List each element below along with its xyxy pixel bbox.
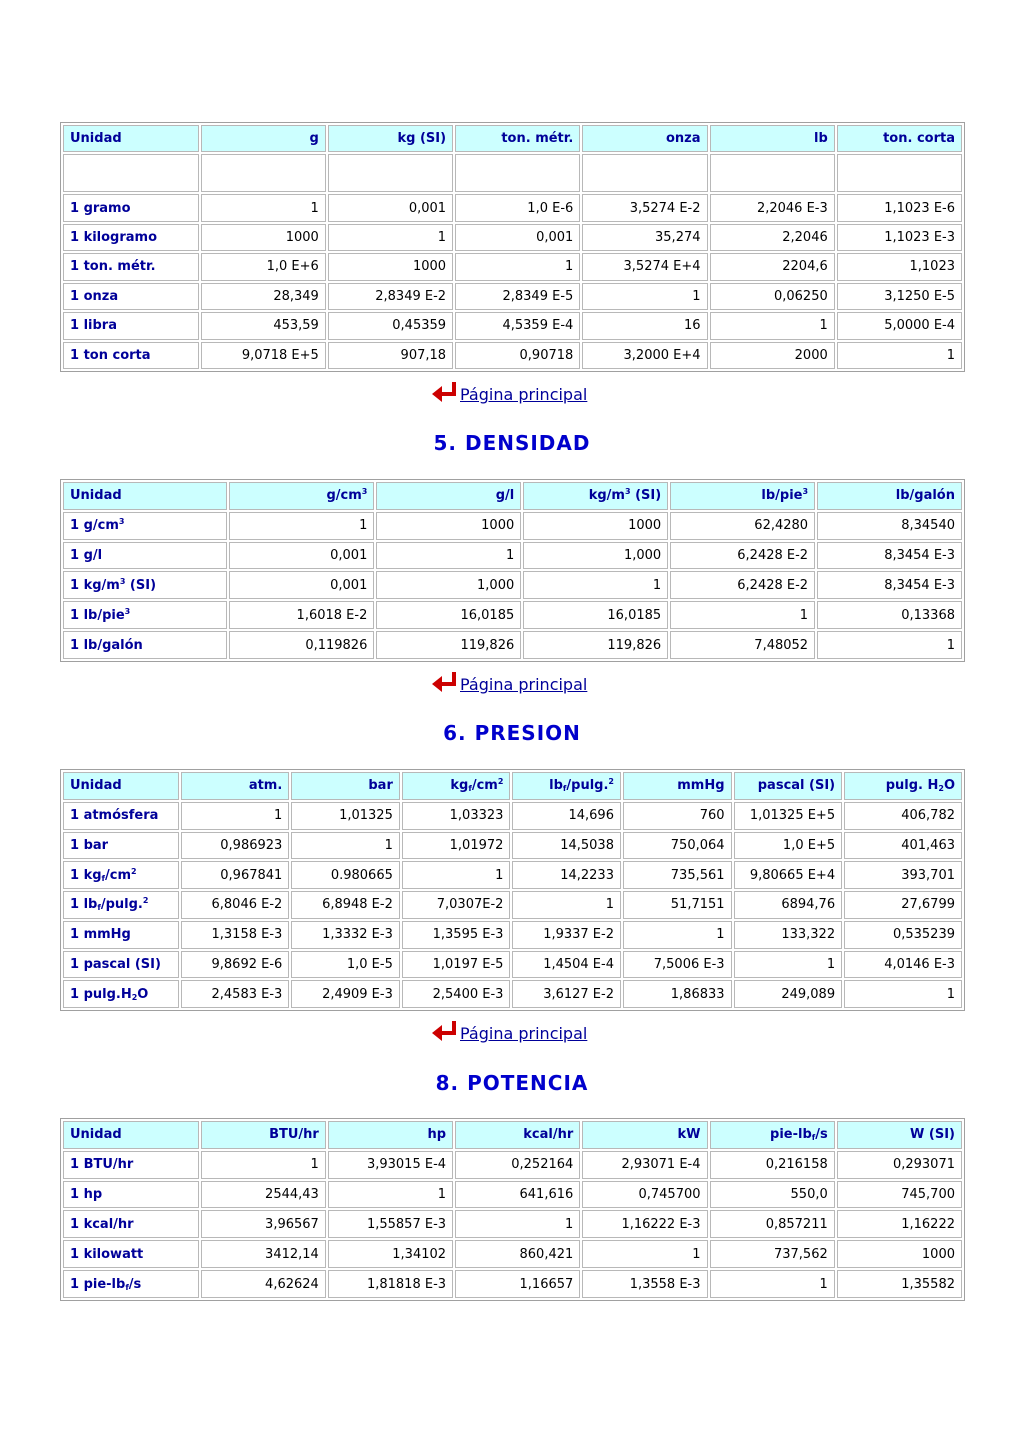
empty-cell (455, 154, 580, 192)
table-cell: 406,782 (844, 802, 962, 830)
table-cell: 1,0 E+5 (734, 832, 843, 860)
table-cell: 0,001 (229, 542, 374, 570)
table-cell: 133,322 (734, 921, 843, 949)
empty-cell (201, 154, 326, 192)
table-header-row (63, 482, 962, 510)
row-label: 1 lb/galón (63, 631, 227, 659)
table-cell: 0.980665 (291, 861, 400, 889)
table-cell: 249,089 (734, 980, 843, 1008)
row-label: 1 $g/cm^3$ (63, 512, 227, 540)
column-header: $kg_f/cm^2$ (402, 772, 511, 800)
row-label: 1 ton corta (63, 342, 199, 370)
table-cell: 62,4280 (670, 512, 815, 540)
table-cell: 550,0 (710, 1181, 835, 1209)
table-cell: 2,8349 E-5 (455, 283, 580, 310)
table-cell: 907,18 (328, 342, 453, 370)
column-header: bar (291, 772, 400, 800)
return-arrow-icon (430, 670, 460, 696)
table-cell: 8,3454 E-3 (817, 542, 962, 570)
table-cell: 1000 (837, 1240, 962, 1268)
table-cell: 1,0197 E-5 (402, 951, 511, 979)
table-cell: 14,696 (512, 802, 621, 830)
table-cell: 1000 (201, 224, 326, 251)
row-label: 1 mmHg (63, 921, 179, 949)
table-cell: 7,0307E-2 (402, 891, 511, 919)
table-header-row (63, 1121, 962, 1149)
table-cell: 3,93015 E-4 (328, 1151, 453, 1179)
table-cell: 1,0 E+6 (201, 253, 326, 280)
empty-cell (710, 154, 835, 192)
table-row (63, 224, 962, 251)
table-cell: 1 (455, 1210, 580, 1238)
table-cell: 1000 (328, 253, 453, 280)
empty-row (63, 154, 962, 192)
table-cell: 1 (512, 891, 621, 919)
table-cell: 1 (734, 951, 843, 979)
table-cell: 1,55857 E-3 (328, 1210, 453, 1238)
table-cell: 1 (376, 542, 521, 570)
table-cell: 1 (229, 512, 374, 540)
table-cell: 6,8948 E-2 (291, 891, 400, 919)
table-cell: 1,000 (523, 542, 668, 570)
potencia-title: 8. POTENCIA (435, 1071, 589, 1095)
column-header: Unidad (63, 1121, 199, 1149)
row-label: 1 onza (63, 283, 199, 310)
table-cell: 2,93071 E-4 (582, 1151, 707, 1179)
row-label: 1 lb/pie$^3$ (63, 601, 227, 629)
row-label: 1 atmósfera (63, 802, 179, 830)
table-cell: 0,13368 (817, 601, 962, 629)
table-row (63, 283, 962, 310)
table-cell: 3,2000 E+4 (582, 342, 707, 370)
table-cell: 2,8349 E-2 (328, 283, 453, 310)
table-cell: 1,3595 E-3 (402, 921, 511, 949)
table-cell: 4,5359 E-4 (455, 312, 580, 339)
column-header: $lb_f/pulg.^2$ (512, 772, 621, 800)
row-label: 1 pie-$lb_f/s$ (63, 1270, 199, 1298)
row-label: 1 hp (63, 1181, 199, 1209)
column-header: kcal/hr (455, 1121, 580, 1149)
table-cell: 2,2046 E-3 (710, 194, 835, 221)
table-cell: 1 (623, 921, 732, 949)
table-cell: 1 (455, 253, 580, 280)
table-cell: 9,8692 E-6 (181, 951, 290, 979)
table-cell: 1 (523, 571, 668, 599)
table-cell: 393,701 (844, 861, 962, 889)
column-header: lb/galón (817, 482, 962, 510)
row-label: 1 gramo (63, 194, 199, 221)
table-cell: 1,16657 (455, 1270, 580, 1298)
row-label: 1 kcal/hr (63, 1210, 199, 1238)
table-row (63, 542, 962, 570)
table-cell: 453,59 (201, 312, 326, 339)
table-cell: 2,4583 E-3 (181, 980, 290, 1008)
table-cell: 1,34102 (328, 1240, 453, 1268)
table-row (63, 832, 962, 860)
table-row (63, 1240, 962, 1268)
table-cell: 9,80665 E+4 (734, 861, 843, 889)
table-cell: 1000 (376, 512, 521, 540)
table-cell: 2,2046 (710, 224, 835, 251)
table-cell: 3,1250 E-5 (837, 283, 962, 310)
table-cell: 1,0 E-6 (455, 194, 580, 221)
table-cell: 737,562 (710, 1240, 835, 1268)
table-cell: 9,0718 E+5 (201, 342, 326, 370)
table-cell: 1 (710, 312, 835, 339)
table-cell: 14,5038 (512, 832, 621, 860)
table-cell: 1 (670, 601, 815, 629)
table-cell: 0,857211 (710, 1210, 835, 1238)
table-cell: 28,349 (201, 283, 326, 310)
table-cell: 0,119826 (229, 631, 374, 659)
empty-cell (582, 154, 707, 192)
row-label: 1 kilowatt (63, 1240, 199, 1268)
table-cell: 1,03323 (402, 802, 511, 830)
table-cell: 1,3158 E-3 (181, 921, 290, 949)
table-cell: 3412,14 (201, 1240, 326, 1268)
row-label: 1 pascal (SI) (63, 951, 179, 979)
table-cell: 2,4909 E-3 (291, 980, 400, 1008)
table-cell: 1 (817, 631, 962, 659)
table-cell: 2204,6 (710, 253, 835, 280)
column-header: pascal (SI) (734, 772, 843, 800)
table-cell: 7,5006 E-3 (623, 951, 732, 979)
table-row (63, 253, 962, 280)
potencia-table (60, 1118, 965, 1301)
row-label: 1 libra (63, 312, 199, 339)
empty-cell (837, 154, 962, 192)
table-cell: 0,001 (455, 224, 580, 251)
table-cell: 1,000 (376, 571, 521, 599)
row-label: 1 $kg/m^3$ (SI) (63, 571, 227, 599)
pagina-principal-link-text[interactable]: Página principal (460, 385, 588, 404)
table-header-row (63, 125, 962, 152)
table-cell: 1,3558 E-3 (582, 1270, 707, 1298)
row-label: 1 $lb_f/pulg.^2$ (63, 891, 179, 919)
table-cell: 735,561 (623, 861, 732, 889)
table-cell: 27,6799 (844, 891, 962, 919)
table-cell: 760 (623, 802, 732, 830)
table-cell: 1,1023 E-3 (837, 224, 962, 251)
table-row (63, 861, 962, 889)
pagina-principal-link-text[interactable]: Página principal (460, 1024, 588, 1043)
densidad-table (60, 479, 965, 662)
column-header: pulg. $H_2O$ (844, 772, 962, 800)
table-cell: 35,274 (582, 224, 707, 251)
table-cell: 1,4504 E-4 (512, 951, 621, 979)
column-header: Unidad (63, 772, 179, 800)
column-header: onza (582, 125, 707, 152)
table-cell: 2000 (710, 342, 835, 370)
table-cell: 1 (844, 980, 962, 1008)
table-cell: 1,3332 E-3 (291, 921, 400, 949)
table-cell: 3,6127 E-2 (512, 980, 621, 1008)
table-cell: 750,064 (623, 832, 732, 860)
table-row (63, 802, 962, 830)
table-cell: 0,293071 (837, 1151, 962, 1179)
table-cell: 1 (201, 194, 326, 221)
table-cell: 1 (328, 1181, 453, 1209)
table-cell: 1,16222 (837, 1210, 962, 1238)
table-cell: 0,45359 (328, 312, 453, 339)
table-cell: 1,35582 (837, 1270, 962, 1298)
column-header: BTU/hr (201, 1121, 326, 1149)
row-label: 1 $kg_f/cm^2$ (63, 861, 179, 889)
table-cell: 3,96567 (201, 1210, 326, 1238)
table-cell: 0,967841 (181, 861, 290, 889)
table-cell: 1,0 E-5 (291, 951, 400, 979)
table-cell: 0,986923 (181, 832, 290, 860)
densidad-title: 5. DENSIDAD (433, 431, 591, 455)
table-row (63, 980, 962, 1008)
table-cell: 1,1023 E-6 (837, 194, 962, 221)
table-cell: 0,001 (328, 194, 453, 221)
table-row (63, 631, 962, 659)
table-cell: 1 (710, 1270, 835, 1298)
presion-table (60, 769, 965, 1011)
table-cell: 16,0185 (376, 601, 521, 629)
table-cell: 1,6018 E-2 (229, 601, 374, 629)
row-label: 1 kilogramo (63, 224, 199, 251)
column-header: g/l (376, 482, 521, 510)
table-cell: 119,826 (523, 631, 668, 659)
table-row (63, 312, 962, 339)
table-cell: 1 (181, 802, 290, 830)
table-row (63, 571, 962, 599)
table-cell: 1 (328, 224, 453, 251)
row-label: 1 g/l (63, 542, 227, 570)
table-cell: 2,5400 E-3 (402, 980, 511, 1008)
table-cell: 745,700 (837, 1181, 962, 1209)
column-header: g (201, 125, 326, 152)
column-header: $g/cm^3$ (229, 482, 374, 510)
table-cell: 0,06250 (710, 283, 835, 310)
table-cell: 16,0185 (523, 601, 668, 629)
column-header: Unidad (63, 125, 199, 152)
empty-cell (63, 154, 199, 192)
table-cell: 1 (201, 1151, 326, 1179)
table-cell: 6,2428 E-2 (670, 571, 815, 599)
column-header: pie-$lb_f/s$ (710, 1121, 835, 1149)
table-cell: 16 (582, 312, 707, 339)
row-label: 1 $pulg.H_2O$ (63, 980, 179, 1008)
column-header: W (SI) (837, 1121, 962, 1149)
table-cell: 401,463 (844, 832, 962, 860)
table-cell: 2544,43 (201, 1181, 326, 1209)
column-header: hp (328, 1121, 453, 1149)
table-cell: 1,01972 (402, 832, 511, 860)
table-cell: 860,421 (455, 1240, 580, 1268)
table-cell: 4,62624 (201, 1270, 326, 1298)
table-cell: 8,34540 (817, 512, 962, 540)
table-cell: 6894,76 (734, 891, 843, 919)
table-row (63, 1181, 962, 1209)
table-cell: 0,745700 (582, 1181, 707, 1209)
table-cell: 1000 (523, 512, 668, 540)
table-cell: 1,01325 E+5 (734, 802, 843, 830)
column-header: kW (582, 1121, 707, 1149)
table-cell: 5,0000 E-4 (837, 312, 962, 339)
table-cell: 4,0146 E-3 (844, 951, 962, 979)
table-cell: 1,81818 E-3 (328, 1270, 453, 1298)
table-cell: 7,48052 (670, 631, 815, 659)
table-row (63, 601, 962, 629)
column-header: lb (710, 125, 835, 152)
empty-cell (328, 154, 453, 192)
table-cell: 1,16222 E-3 (582, 1210, 707, 1238)
table-cell: 0,535239 (844, 921, 962, 949)
column-header: atm. (181, 772, 290, 800)
table-cell: 0,001 (229, 571, 374, 599)
column-header: lb/pie$^3$ (670, 482, 815, 510)
table-cell: 0,252164 (455, 1151, 580, 1179)
column-header: ton. corta (837, 125, 962, 152)
table-row (63, 512, 962, 540)
row-label: 1 bar (63, 832, 179, 860)
return-arrow-icon (430, 1019, 460, 1045)
presion-title: 6. PRESION (443, 721, 581, 745)
table-cell: 1 (402, 861, 511, 889)
table-cell: 6,8046 E-2 (181, 891, 290, 919)
table-cell: 1,01325 (291, 802, 400, 830)
column-header: $kg/m^3$ (SI) (523, 482, 668, 510)
table-row (63, 1151, 962, 1179)
table-cell: 1,86833 (623, 980, 732, 1008)
table-cell: 1,1023 (837, 253, 962, 280)
masa-table (60, 122, 965, 372)
table-row (63, 1210, 962, 1238)
table-row (63, 951, 962, 979)
table-cell: 0,216158 (710, 1151, 835, 1179)
table-cell: 14,2233 (512, 861, 621, 889)
return-arrow-icon (430, 380, 460, 406)
column-header: kg (SI) (328, 125, 453, 152)
table-cell: 3,5274 E-2 (582, 194, 707, 221)
table-row (63, 891, 962, 919)
row-label: 1 ton. métr. (63, 253, 199, 280)
table-cell: 8,3454 E-3 (817, 571, 962, 599)
table-cell: 1 (582, 283, 707, 310)
table-header-row (63, 772, 962, 800)
table-cell: 119,826 (376, 631, 521, 659)
pagina-principal-link-text[interactable]: Página principal (460, 675, 588, 694)
table-cell: 641,616 (455, 1181, 580, 1209)
row-label: 1 BTU/hr (63, 1151, 199, 1179)
table-cell: 51,7151 (623, 891, 732, 919)
table-cell: 1 (291, 832, 400, 860)
table-row (63, 921, 962, 949)
table-cell: 0,90718 (455, 342, 580, 370)
column-header: mmHg (623, 772, 732, 800)
table-cell: 3,5274 E+4 (582, 253, 707, 280)
table-cell: 1,9337 E-2 (512, 921, 621, 949)
table-row (63, 342, 962, 370)
column-header: ton. métr. (455, 125, 580, 152)
table-cell: 6,2428 E-2 (670, 542, 815, 570)
table-cell: 1 (582, 1240, 707, 1268)
column-header: Unidad (63, 482, 227, 510)
table-row (63, 1270, 962, 1298)
table-cell: 1 (837, 342, 962, 370)
table-row (63, 194, 962, 221)
